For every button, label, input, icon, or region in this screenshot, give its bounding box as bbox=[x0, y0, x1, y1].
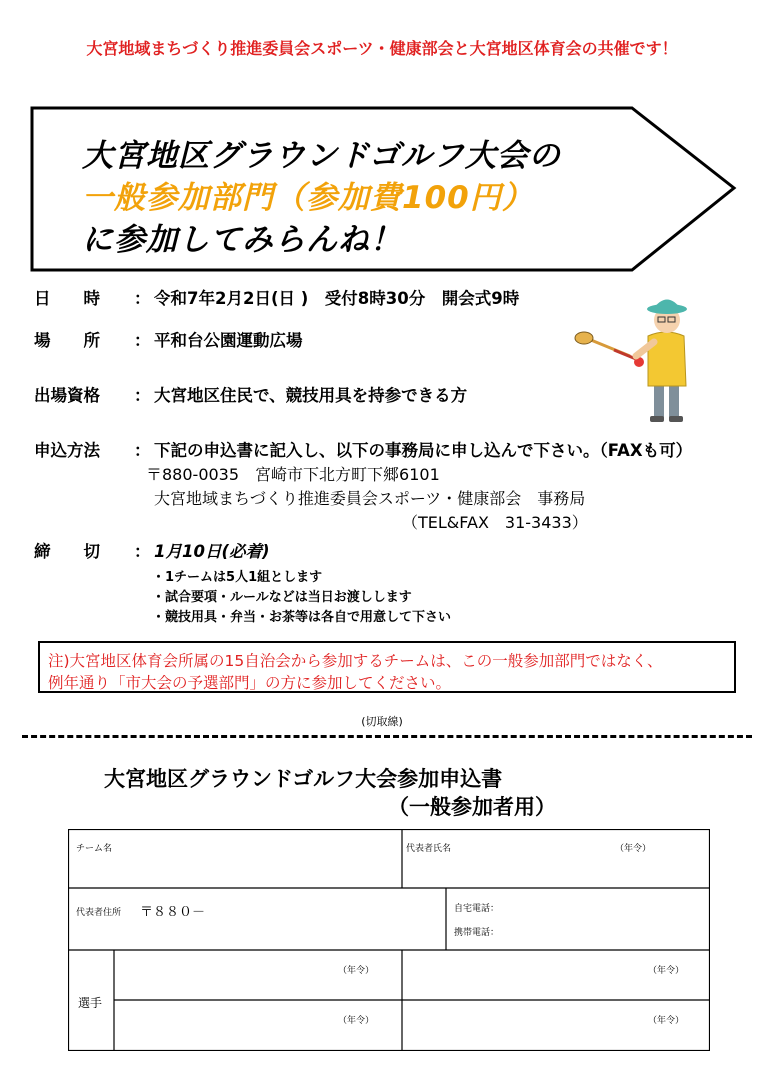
player-age-label: （年令） bbox=[338, 1016, 375, 1026]
players-label: 選手 bbox=[78, 996, 103, 1010]
golfer-illustration bbox=[568, 290, 700, 430]
rep-age-label: （年令） bbox=[615, 844, 652, 854]
place-row: 場 所 ： 平和台公園運動広場 bbox=[34, 327, 303, 351]
eligibility-row: 出場資格 ： 大宮地区住民で、競技用具を持参できる方 bbox=[34, 382, 467, 406]
apply-row: 申込方法 ： 下記の申込書に記入し、以下の事務局に申し込んで下さい。（FAXも可） bbox=[34, 437, 692, 461]
eligibility-value: 大宮地区住民で、競技用具を持参できる方 bbox=[154, 386, 468, 405]
form-title: 大宮地区グラウンドゴルフ大会参加申込書 bbox=[104, 767, 503, 791]
banner-title-line2: 一般参加部門（参加費100円） bbox=[82, 180, 534, 216]
place-value: 平和台公園運動広場 bbox=[154, 331, 303, 350]
office-address: 〒880-0035 宮崎市下北方町下郷6101 bbox=[146, 465, 440, 484]
banner-title-line3: に参加してみらんね！ bbox=[82, 222, 402, 258]
form-subtitle: （一般参加者用） bbox=[388, 795, 556, 819]
office-contact: （TEL&FAX 31-3433） bbox=[402, 513, 588, 532]
postal-prefix: 〒８８０－ bbox=[140, 905, 206, 920]
banner-title-line1: 大宮地区グラウンドゴルフ大会の bbox=[82, 138, 561, 174]
notice-line1: 注)大宮地区体育会所属の15自治会から参加するチームは、この一般参加部門ではなく、 bbox=[48, 652, 663, 670]
team-name-label: チーム名 bbox=[76, 844, 113, 854]
apply-label: 申込方法 bbox=[34, 441, 100, 460]
deadline-label: 締 切 bbox=[34, 542, 100, 561]
place-label: 場 所 bbox=[34, 331, 100, 350]
note-item: ・試合要項・ルールなどは当日お渡しします bbox=[152, 590, 412, 605]
date-value: 令和7年2月2日(日 ) 受付8時30分 開会式9時 bbox=[154, 289, 520, 308]
player-age-label: （年令） bbox=[648, 1016, 685, 1026]
cut-line bbox=[22, 735, 752, 738]
note-item: ・競技用具・弁当・お茶等は各自で用意して下さい bbox=[152, 610, 452, 625]
cut-line-label: (切取線) bbox=[361, 715, 403, 728]
office-name: 大宮地域まちづくり推進委員会スポーツ・健康部会 事務局 bbox=[154, 489, 586, 508]
date-label: 日 時 bbox=[34, 289, 100, 308]
mobile-phone-label: 携帯電話： bbox=[454, 928, 500, 938]
deadline-row: 締 切 ： 1月10日(必着) bbox=[34, 538, 270, 562]
home-phone-label: 自宅電話： bbox=[454, 904, 500, 914]
rep-address-label: 代表者住所 bbox=[76, 908, 122, 918]
sponsor-line: 大宮地域まちづくり推進委員会スポーツ・健康部会と大宮地区体育会の共催です！ bbox=[86, 39, 678, 58]
note-item: ・1チームは5人1組とします bbox=[152, 570, 323, 585]
deadline-value: 1月10日(必着) bbox=[154, 542, 270, 561]
notice-line2: 例年通り「市大会の予選部門」の方に参加してください。 bbox=[48, 674, 452, 692]
player-age-label: （年令） bbox=[338, 966, 375, 976]
apply-value: 下記の申込書に記入し、以下の事務局に申し込んで下さい。（FAXも可） bbox=[154, 441, 693, 460]
player-age-label: （年令） bbox=[648, 966, 685, 976]
rep-name-label: 代表者氏名 bbox=[406, 844, 452, 854]
eligibility-label: 出場資格 bbox=[34, 386, 100, 405]
date-row: 日 時 ： 令和7年2月2日(日 ) 受付8時30分 開会式9時 bbox=[34, 285, 519, 309]
application-form-table bbox=[68, 829, 710, 1051]
